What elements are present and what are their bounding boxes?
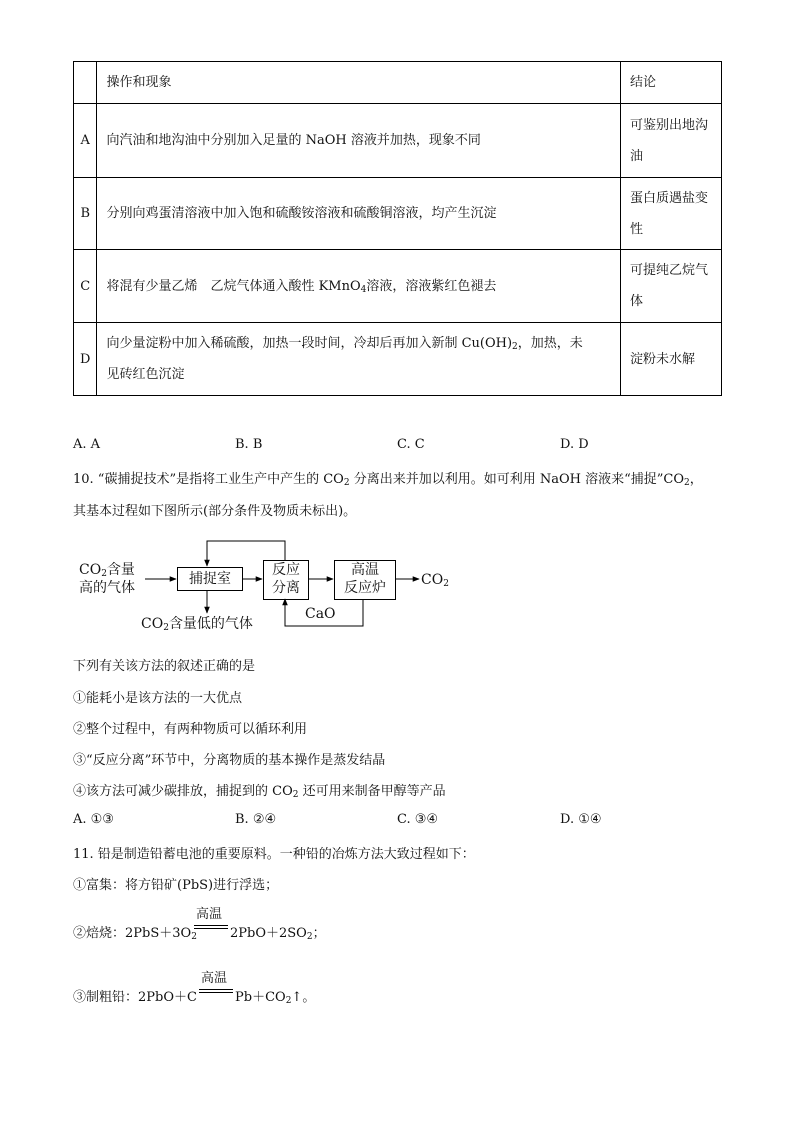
label-text: CO	[141, 616, 164, 632]
table-row	[74, 323, 722, 396]
question-10-stem	[73, 468, 703, 487]
subscript: 4	[360, 284, 367, 295]
q11-step-3-right	[235, 986, 315, 1005]
row-operation	[97, 250, 621, 323]
q11-step-1: ①富集：将方铅矿(PbS)进行浮选；	[73, 878, 279, 893]
carbon-capture-diagram	[73, 535, 453, 635]
box-text: 反应炉	[344, 580, 386, 596]
question-10-prompt: 下列有关该方法的叙述正确的是	[73, 659, 256, 674]
input-gas-label-line2: 高的气体	[79, 580, 135, 596]
label-text: 含量	[106, 562, 135, 578]
conclusion-line: 体	[630, 294, 644, 309]
question-10-stem-line2: 其基本过程如下图所示(部分条件及物质未标出)。	[73, 504, 357, 519]
equation-text: ↑。	[291, 990, 316, 1005]
operation-text: 见砖红色沉淀	[106, 367, 185, 382]
q10-option-d: D. ①④	[560, 812, 602, 827]
conclusion-line: 可鉴别出地沟	[630, 117, 709, 133]
box-text: 分离	[272, 580, 300, 596]
row-label: B	[74, 178, 97, 250]
subscript: 2	[163, 623, 169, 633]
subscript: 2	[512, 342, 518, 352]
q10-option-a: A. ①③	[73, 812, 114, 827]
label-text: CO	[79, 562, 102, 578]
row-label: D	[74, 323, 97, 396]
option-a: A. A	[73, 437, 101, 452]
table-row	[74, 250, 722, 323]
operation-text: 将混有少量乙烯 乙烷气体通入酸性 KMnO	[106, 278, 361, 294]
diagram-arrows	[73, 535, 453, 635]
equation-text: ②焙烧：2PbS＋3O	[73, 926, 192, 941]
row-operation: 向汽油和地沟油中分别加入足量的 NaOH 溶液并加热，现象不同	[97, 104, 621, 178]
option-b: B. B	[235, 437, 263, 452]
statement-3: ③“反应分离”环节中，分离物质的基本操作是蒸发结晶	[73, 753, 386, 768]
statement-2: ②整个过程中，有两种物质可以循环利用	[73, 722, 308, 737]
q11-step-3-condition: 高温	[201, 971, 228, 986]
q10-option-c: C. ③④	[397, 812, 439, 827]
cao-label: CaO	[305, 606, 336, 622]
q11-step-2-condition: 高温	[196, 907, 223, 922]
box-text: 高温	[351, 562, 379, 578]
row-label: C	[74, 250, 97, 323]
q11-step-3-left: ③制粗铅：2PbO＋C	[73, 990, 197, 1005]
conclusion-line: 可提纯乙烷气	[630, 263, 709, 278]
stem-text: ，	[689, 472, 703, 487]
row-conclusion	[621, 104, 722, 178]
row-operation: 分别向鸡蛋清溶液中加入饱和硫酸铵溶液和硫酸铜溶液，均产生沉淀	[97, 178, 621, 250]
equation-text: Pb＋CO	[235, 990, 286, 1005]
table-row	[74, 178, 722, 250]
q11-step-2-right	[230, 922, 326, 941]
label-text: 含量低的气体	[168, 616, 253, 632]
row-conclusion	[621, 178, 722, 250]
subscript: 2	[343, 478, 350, 488]
conclusion-line: 蛋白质遇盐变	[630, 190, 709, 206]
q11-step-3-equals	[199, 989, 233, 993]
operation-text: 向少量淀粉中加入稀硫酸，加热一段时间，冷却后再加入新制 Cu(OH)	[106, 336, 513, 351]
option-c: C. C	[397, 437, 425, 452]
arrow-recycle-to-capture	[207, 541, 285, 566]
subscript: 2	[306, 932, 313, 942]
equation-text: 2PbO＋2SO	[230, 926, 307, 941]
subscript: 2	[292, 790, 299, 800]
table-cell-empty	[74, 62, 97, 104]
subscript: 2	[684, 478, 690, 488]
row-operation	[97, 323, 621, 396]
subscript: 2	[285, 996, 292, 1006]
table-header-row	[74, 62, 722, 104]
label-text: CO	[421, 572, 444, 588]
option-d: D. D	[560, 437, 589, 452]
row-conclusion: 淀粉未水解	[621, 323, 722, 396]
question-9-table	[73, 61, 722, 396]
table-row	[74, 104, 722, 178]
statement-text: 还可用来制备甲醇等产品	[298, 784, 446, 799]
question-11-intro: 11. 铅是制造铅蓄电池的重要原料。一种铅的冶炼方法大致过程如下：	[73, 847, 475, 862]
operation-text: ，加热，未	[517, 336, 583, 351]
operation-text: 溶液，溶液紫红色褪去	[366, 278, 497, 294]
row-conclusion	[621, 250, 722, 323]
statement-4	[73, 780, 446, 799]
table-header-conclusion: 结论	[621, 62, 722, 104]
arrow-cao-recycle	[285, 599, 363, 626]
q11-step-2-equals	[194, 925, 228, 929]
row-label: A	[74, 104, 97, 178]
stem-text: 分离出来并加以利用。如可利用 NaOH 溶液来“捕捉”CO	[349, 472, 684, 487]
box-text: 反应	[272, 562, 300, 578]
subscript: 2	[191, 932, 197, 942]
capture-chamber-box: 捕捉室	[177, 567, 243, 591]
stem-text: 10. “碳捕捉技术”是指将工业生产中产生的 CO	[73, 472, 344, 487]
subscript: 2	[101, 569, 107, 579]
statement-1: ①能耗小是该方法的一大优点	[73, 691, 243, 706]
conclusion-line: 油	[630, 148, 644, 164]
subscript: 2	[443, 579, 449, 589]
statement-text: ④该方法可减少碳排放，捕捉到的 CO	[73, 784, 293, 799]
q11-step-2-left	[73, 922, 197, 941]
q10-option-b: B. ②④	[235, 812, 277, 827]
conclusion-line: 性	[630, 221, 644, 237]
equation-text: ；	[312, 926, 326, 941]
table-header-operation: 操作和现象	[97, 62, 621, 104]
